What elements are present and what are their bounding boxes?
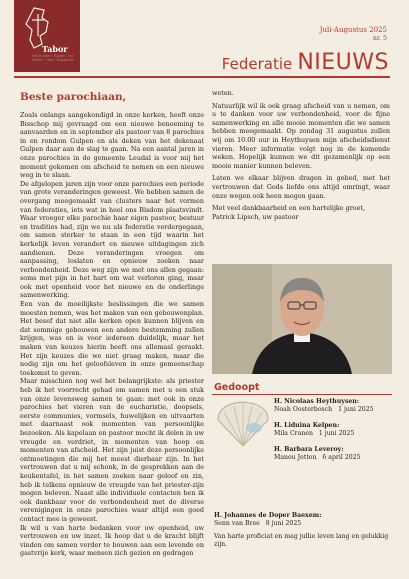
letter-paragraph: De afgelopen jaren zijn voor onze parochies een periode van grote veranderingen geweest. We hebben samen de overgang meegemaakt van clusters naar het vormen van federaties, iets wat in heel ons Bisdom plaatsvindt. Waar vroeger elke parochie haar eigen pastoor, bestuur en tradities had, zijn we nu als federatie verdergegaan, om samen sterker te staan in een tijd waarin het kerkelijk leven verandert en nieuwe uitdagingen zich aandienen. Deze veranderingen vroegen om aanpassing, loslaten en opnieuw zoeken naar verbondenheid. Deze weg zijn we met ons allen gegaan: soms met pijn in het hart om wat verloren ging, maar ook met openheid voor het nieuwe en de onderlinge samenwerking. xyxy=(20,179,204,300)
portrait-image xyxy=(212,264,392,374)
baptism-name: Manou Jetten xyxy=(274,454,317,461)
letter-greeting: Beste parochiaan, xyxy=(20,91,127,103)
baptism-closing: Van harte proficiat en mag jullie leven lang en gelukkig zijn. xyxy=(214,533,389,548)
baptism-date: 6 april 2025 xyxy=(322,454,361,461)
letter-left-column xyxy=(20,111,204,558)
letter-paragraph: Ik wil u van harte bedanken voor uw openheid, uw vertrouwen en uw inzet. Ik hoop dat u de kracht blijft vinden om samen verder te bouwen aan een levende en gastvrije kerk, waar mensen zich gezien en gedragen xyxy=(20,523,204,558)
letter-paragraph: Maar misschien nog wel het belangrijkste: als priester heb ik het voorrecht gehad om samen met u een stuk van onze levensweg samen te gaan: met ook in onze parochies het vieren van de eucharistie, doopsels, eerste communies, vormsels, huwelijken en uitvaarten met daarnaast ook momenten van persoonlijke bezoeken. Als kapelaan en pastoor mocht ik delen in uw vreugde en verdriet, in momenten van hoop en momenten van afscheid. Het zijn juist deze persoonlijke ontmoetingen die mij het meest dierbaar zijn. In het vertrouwen dat u mij schonk, in de gesprekken aan de keukentafel, in het samen zoeken naar geloof en zin, heb ik telkens opnieuw de vreugde van het priester-zijn mogen beleven. Naast alle individuele contacten ben ik ook dankbaar voor de verbondenheid met de diverse verenigingen in onze parochies waar altijd een goed contact mee is geweest. xyxy=(20,377,204,523)
letter-paragraph: weten. xyxy=(212,89,234,97)
baptism-parish: H. Nicolaas Heythuysen: xyxy=(274,398,360,405)
baptism-parish: H. Johannes de Doper Baexem: xyxy=(214,512,322,519)
baptism-entry xyxy=(274,446,394,462)
letter-signature: Patrick Lipsch, uw pastoor xyxy=(212,212,299,221)
baptism-entry xyxy=(214,512,394,528)
baptism-parish: H. Barbara Leveroy: xyxy=(274,446,344,453)
letter-signoff: Met veel dankbaarheid en een hartelijke groet, xyxy=(212,204,365,213)
gedoopt-rule xyxy=(212,394,392,395)
letter-paragraph: Natuurlijk wil ik ook graag afscheid van u nemen, om u te danken voor uw verbondenheid, voor de fijne samenwerking en alle mooie momenten die we samen hebben meegemaakt. Op zondag 31 augustus zullen wij om 10.00 uur in Heythuysen mijn afscheidsdienst vieren. Meer informatie volgt nog in de komende weken. Hopelijk kunnen we dit gezamenlijk op een mooie manier kunnen beleven. xyxy=(212,101,390,170)
baptism-shell-icon xyxy=(214,398,272,452)
baptism-name: Mila Cranen xyxy=(274,430,313,437)
letter-paragraph: Zoals onlangs aangekondigd in onze kerken, heeft onze Bisschop mij gevraagd om een nieuwe benoeming te aanvaarden en in september als pastoor van 8 parochies in en rondom Gulpen en als deken van het dekenaat Gulpen daar aan de slag te gaan. Na een aantal jaren in onze parochies in de gemeente Leudal is voor mij het moment gekomen om afscheid te nemen en een nieuwe weg in te slaan. xyxy=(20,111,204,180)
baptism-name: Noah Oosterbosch xyxy=(274,406,333,413)
baptism-date: 1 juni 2025 xyxy=(318,430,355,437)
baptism-entry xyxy=(274,422,394,438)
baptism-date: 1 juni 2025 xyxy=(338,406,374,413)
pastor-photo xyxy=(212,264,392,374)
masthead-nieuws: NIEUWS xyxy=(297,50,389,75)
gedoopt-heading: Gedoopt xyxy=(214,382,260,393)
masthead xyxy=(80,50,389,74)
issue-number: nr. 5 xyxy=(372,35,387,42)
baptism-parish: H. Liduina Kelpen: xyxy=(274,422,340,429)
logo-text: Tabor xyxy=(42,44,68,54)
letter-right-column xyxy=(212,89,390,225)
baptism-date: 8 juni 2025 xyxy=(265,520,302,527)
letter-paragraph: Laten we elkaar blijven dragen in gebed, met het vertrouwen dat Gods liefde ons altijd omringt, waar onze wegen ook heen mogen gaan. xyxy=(212,174,390,200)
letter-paragraph: Een van de moeilijkste beslissingen die we samen moesten nemen, was het maken van een gebouwenplan. Het besef dat niet alle kerken open kunnen blijven en dat sommige gebouwen een andere bestemming zullen krijgen, was en is voor iedereen duidelijk, maar het maken van keuzes hierin heeft ons allemaal geraakt. Het zijn keuzes die we niet graag maken, maar die nodig zijn om het geloofsleven in onze gemeenschap toekomst te geven. xyxy=(20,300,204,377)
logo-caption: Heythuysen · Roggel · Ool · Haelen · Horn · Buggenum xyxy=(32,54,76,62)
baptism-name: Senn van Bree xyxy=(214,520,260,527)
issue-date: Juli-Augustus 2025 xyxy=(319,26,387,34)
masthead-federatie: Federatie xyxy=(221,55,293,73)
baptism-entry xyxy=(274,398,394,414)
masthead-rule xyxy=(14,76,390,78)
